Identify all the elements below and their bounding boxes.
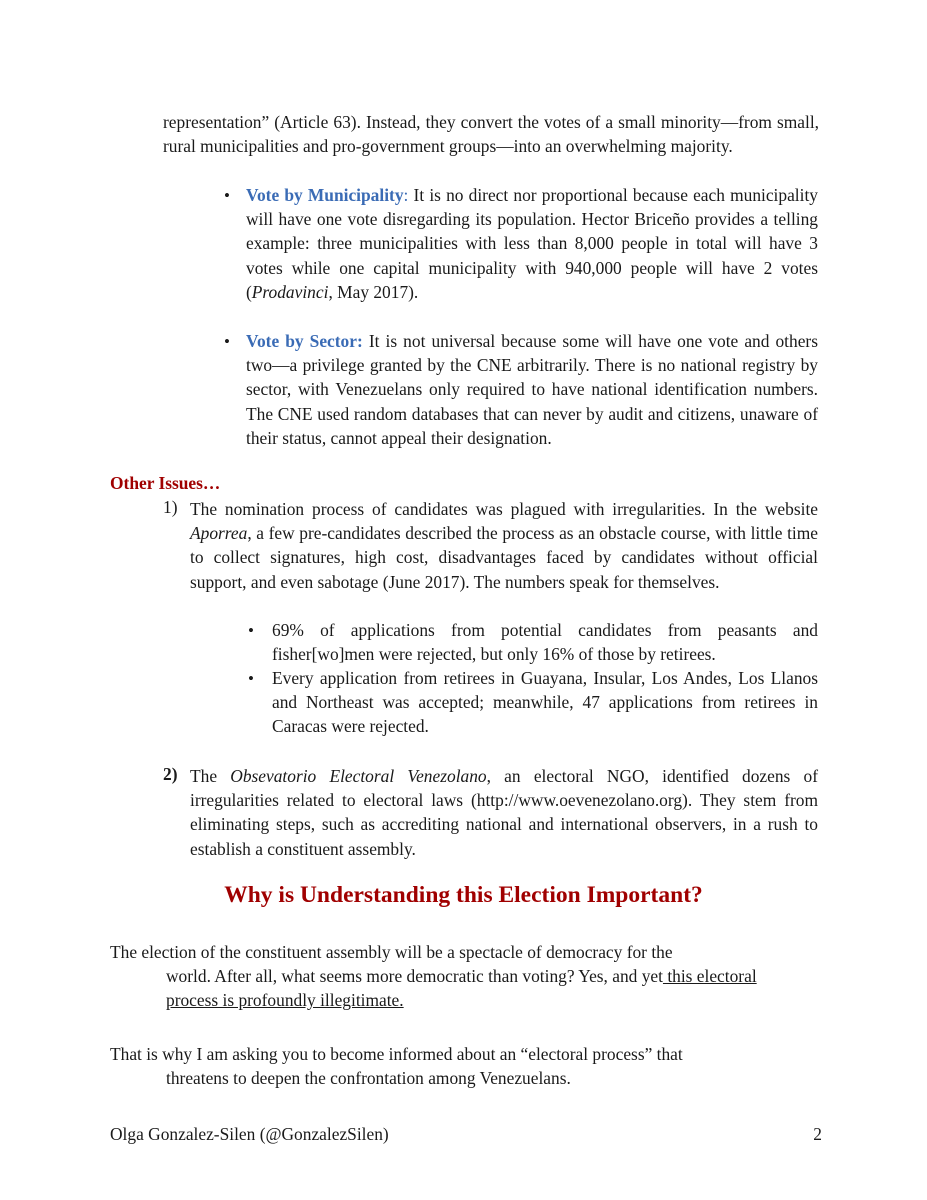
paragraph-informed: That is why I am asking you to become informed about an “electoral process” that threatens to deepen the confrontation among Venezuelans. (110, 1044, 683, 1089)
bullet-vote-by-municipality: Vote by Municipality: It is no direct nor proportional because each municipality will have one vote disregarding its population. Hector Briceño provides a telling example: three municipalities with less than 8,000 people in total will have 3 votes while one capital municipality with 940,000 people will have 2 votes (Prodavinci, May 2017). (246, 185, 818, 302)
footer-author: Olga Gonzalez-Silen (@GonzalezSilen) (110, 1124, 389, 1144)
sub-bullet-item: 69% of applications from potential candidates from peasants and fisher[wo]men were rejected, but only 16% of those by retirees. (272, 620, 818, 665)
list-number: 2) (163, 764, 178, 784)
bullet-icon: • (224, 186, 230, 205)
other-issues-heading: Other Issues… (110, 473, 221, 493)
sub-bullet-item: Every application from retirees in Guayana, Insular, Los Andes, Los Llanos and Northeast was accepted; meanwhile, 47 applications from retirees in Caracas were rejected. (272, 668, 818, 737)
bullet-icon: • (224, 332, 230, 351)
bullet-title: Vote by Municipality (246, 185, 404, 205)
bullet-icon: • (248, 621, 254, 640)
bullet-title: Vote by Sector: (246, 331, 363, 351)
bullet-icon: • (248, 669, 254, 688)
issue-item-2: The Obsevatorio Electoral Venezolano, an electoral NGO, identified dozens of irregularities related to electoral laws (http://www.oevenezolano.org). They stem from eliminating steps, such as accrediting national and international observers, in a rush to establish a constituent assembly. (190, 766, 818, 859)
paragraph-election: The election of the constituent assembly will be a spectacle of democracy for the world. After all, what seems more democratic than voting? Yes, and yet this electoral process is profoundly illegitimate. (110, 942, 757, 1011)
issue-item-1: The nomination process of candidates was plagued with irregularities. In the website Aporrea, a few pre-candidates described the process as an obstacle course, with little time to collect signatures, high cost, disadvantages faced by candidates without official support, and even sabotage (June 2017). The numbers speak for themselves. (190, 499, 818, 592)
list-number: 1) (163, 497, 178, 517)
page-number: 2 (813, 1124, 822, 1144)
bullet-vote-by-sector: Vote by Sector: It is not universal because some will have one vote and others two—a privilege granted by the CNE arbitrarily. There is no national registry by sector, with Venezuelans only required to have national identification numbers. The CNE used random databases that can never by audit and citizens, unaware of their status, cannot appeal their designation. (246, 331, 818, 448)
intro-paragraph: representation” (Article 63). Instead, they convert the votes of a small minority—from small, rural municipalities and pro-government groups—into an overwhelming majority. (163, 112, 819, 157)
section-heading: Why is Understanding this Election Important? (224, 882, 703, 908)
